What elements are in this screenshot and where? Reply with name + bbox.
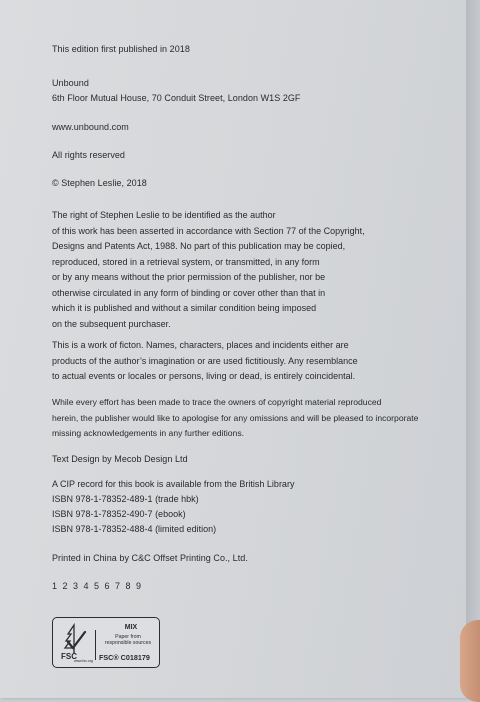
text-design-credit: Text Design by Mecob Design Ltd bbox=[52, 454, 188, 464]
printed-in: Printed in China by C&C Offset Printing Co., Ltd. bbox=[52, 553, 248, 563]
fsc-url: www.fsc.org bbox=[74, 659, 93, 663]
copyright-notice: © Stephen Leslie, 2018 bbox=[52, 178, 147, 188]
fsc-mix-label: MIX bbox=[124, 624, 138, 631]
fsc-divider bbox=[95, 630, 96, 660]
publisher-name: Unbound bbox=[52, 78, 89, 88]
copyright-effort-paragraph bbox=[52, 395, 418, 442]
fiction-disclaimer bbox=[52, 338, 358, 385]
moral-rights-line: of this work has been asserted in accordance with Section 77 of the Copyright, bbox=[52, 225, 365, 236]
moral-rights-line: on the subsequent purchaser. bbox=[52, 318, 171, 329]
isbn-line: ISBN 978-1-78352-488-4 (limited edition) bbox=[52, 524, 217, 534]
moral-rights-paragraph bbox=[52, 208, 365, 332]
edition-line: This edition first published in 2018 bbox=[52, 44, 190, 54]
fsc-wordmark: FSC bbox=[61, 652, 77, 661]
effort-line: While every effort has been made to trace the owners of copyright material reproduced bbox=[52, 397, 382, 407]
effort-line: herein, the publisher would like to apologise for any omissions and will be pleased to incorporate bbox=[52, 412, 419, 423]
book-page-edge bbox=[466, 0, 480, 698]
fsc-license-code: FSC® C018179 bbox=[99, 653, 150, 662]
thumb bbox=[460, 620, 480, 702]
cip-isbn-block bbox=[52, 477, 294, 537]
cip-record-line: A CIP record for this book is available from the British Library bbox=[52, 479, 295, 489]
fsc-sub-line: Paper from bbox=[115, 634, 141, 640]
fiction-line: products of the author’s imagination or are used fictitiously. Any resemblance bbox=[52, 355, 358, 366]
fsc-paper-source bbox=[97, 634, 159, 646]
fiction-line: to actual events or locales or persons, living or dead, is entirely coincidental. bbox=[52, 371, 356, 381]
moral-rights-line: which it is published and without a similar condition being imposed bbox=[52, 303, 317, 313]
printer-key-line: 1 2 3 4 5 6 7 8 9 bbox=[52, 581, 143, 591]
publisher-address: 6th Floor Mutual House, 70 Conduit Street, London W1S 2GF bbox=[52, 93, 301, 103]
moral-rights-line: reproduced, stored in a retrieval system, or transmitted, in any form bbox=[52, 256, 320, 267]
effort-line: missing acknowledgements in any further editions. bbox=[52, 428, 245, 438]
fiction-line: This is a work of ficton. Names, characters, places and incidents either are bbox=[52, 340, 349, 350]
moral-rights-line: Designs and Patents Act, 1988. No part of this publication may be copied, bbox=[52, 241, 346, 251]
isbn-line: ISBN 978-1-78352-489-1 (trade hbk) bbox=[52, 494, 199, 504]
fsc-sub-line: responsible sources bbox=[104, 640, 152, 646]
isbn-line: ISBN 978-1-78352-490-7 (ebook) bbox=[52, 509, 186, 519]
publisher-website: www.unbound.com bbox=[52, 122, 129, 132]
rights-statement: All rights reserved bbox=[52, 150, 125, 160]
fsc-mix-logo bbox=[52, 617, 160, 668]
moral-rights-line: The right of Stephen Leslie to be identified as the author bbox=[52, 210, 276, 220]
fsc-tree-checkmark-icon bbox=[59, 622, 89, 656]
moral-rights-line: or by any means without the prior permission of the publisher, nor be bbox=[52, 272, 326, 282]
moral-rights-line: otherwise circulated in any form of binding or cover other than that in bbox=[52, 287, 326, 298]
